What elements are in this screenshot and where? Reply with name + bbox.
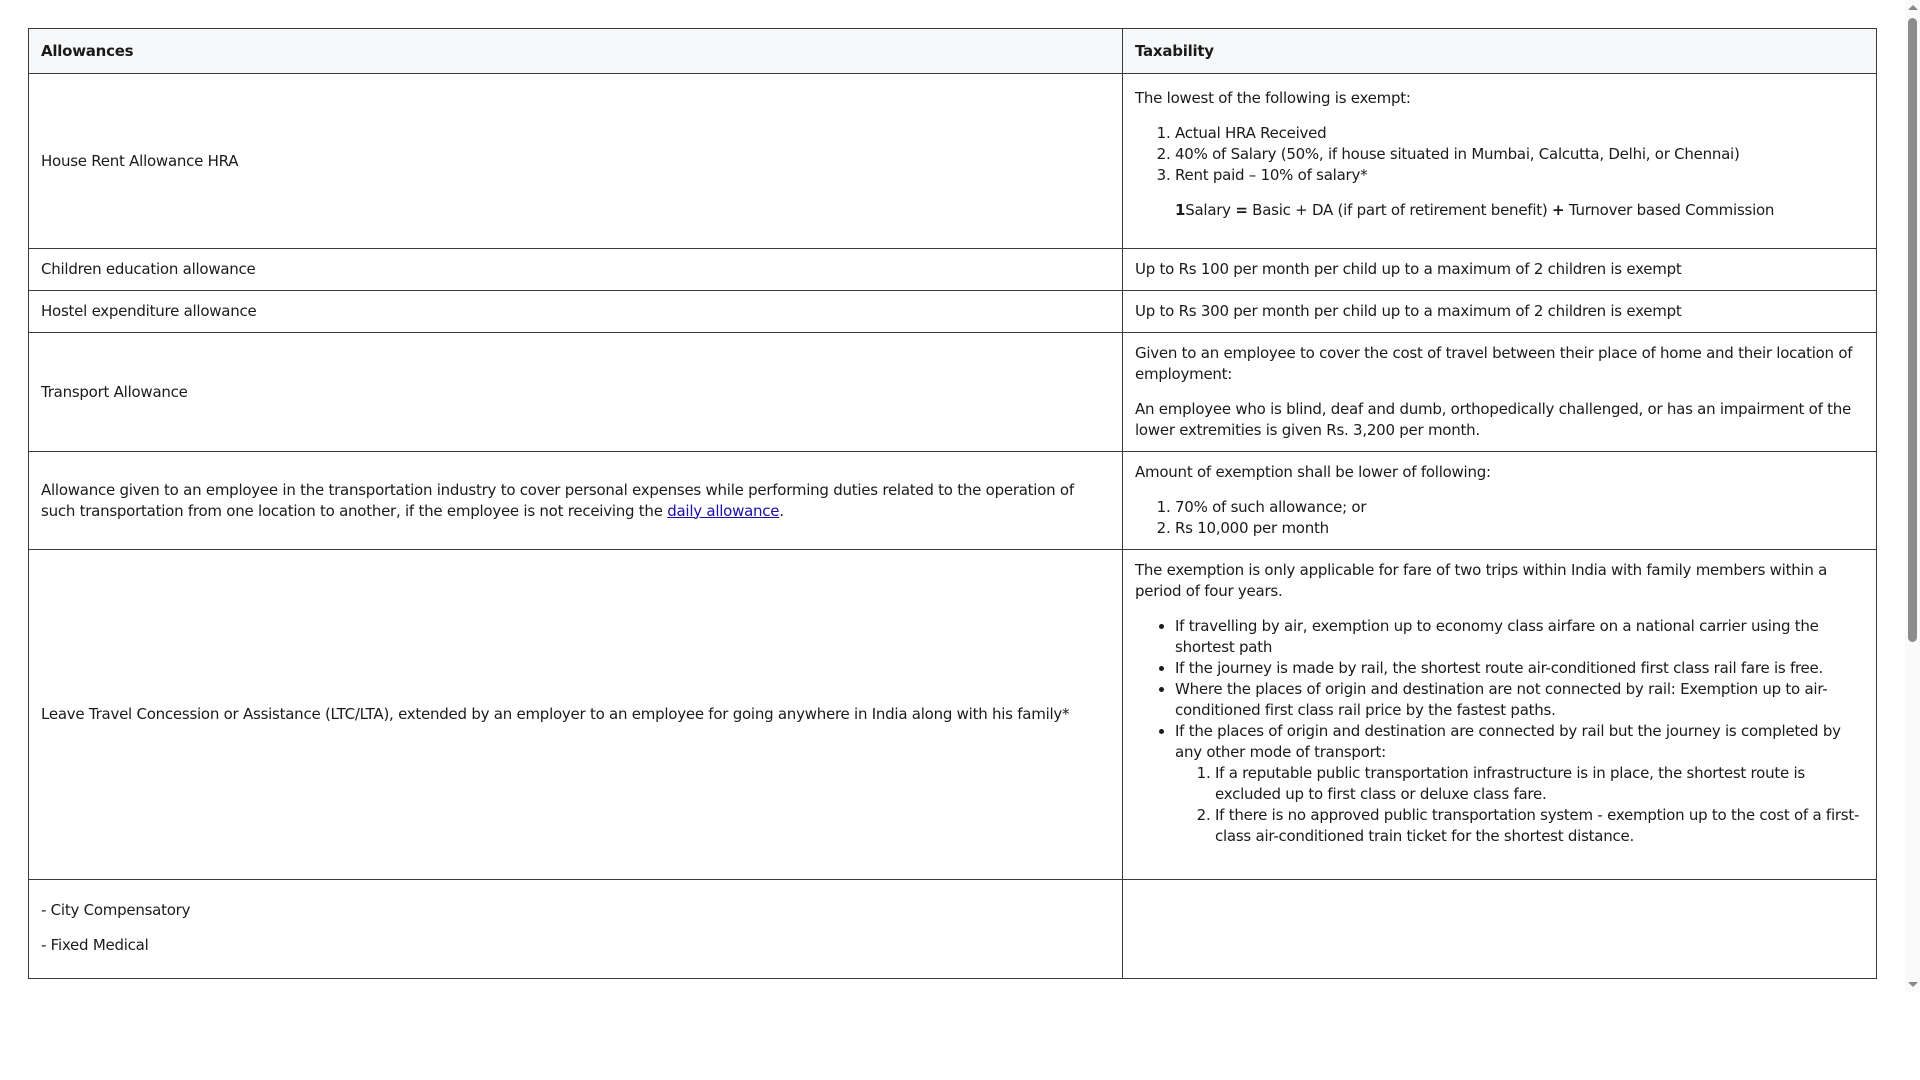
taxability-cell	[1123, 880, 1877, 979]
list-item: 2. Rs 10,000 per month	[1175, 518, 1864, 539]
table-header-row	[29, 29, 1877, 74]
footnote-text: Basic + DA (if part of retirement benefit)	[1247, 200, 1552, 219]
daily-allowance-link[interactable]: daily allowance	[667, 501, 780, 520]
allowance-cell: House Rent Allowance HRA	[29, 74, 1123, 249]
table-row-misc	[29, 880, 1877, 979]
list-item: 1. If a reputable public transportation infrastructure is in place, the shortest route is excluded up to first class or deluxe class fare.	[1215, 763, 1864, 805]
taxability-cell	[1123, 452, 1877, 550]
taxability-cell: Up to Rs 300 per month per child up to a maximum of 2 children is exempt	[1123, 291, 1877, 333]
taxability-cell: Up to Rs 100 per month per child up to a maximum of 2 children is exempt	[1123, 249, 1877, 291]
list-item: 2. If there is no approved public transportation system - exemption up to the cost of a first-class air-conditioned train ticket for the shortest distance.	[1215, 805, 1864, 847]
footnote-text: Salary	[1185, 200, 1236, 219]
allowances-table	[28, 28, 1877, 979]
salary-footnote	[1175, 200, 1864, 221]
table-row-transport	[29, 333, 1877, 452]
transport-industry-intro: Amount of exemption shall be lower of following:	[1135, 463, 1491, 481]
scroll-up-arrow-icon[interactable]	[1908, 5, 1918, 10]
hra-list	[1135, 123, 1864, 186]
table-row-transport-industry	[29, 452, 1877, 550]
table-row-hra	[29, 74, 1877, 249]
table-row-ltc	[29, 550, 1877, 880]
allowance-cell: Hostel expenditure allowance	[29, 291, 1123, 333]
allowance-text: .	[779, 501, 784, 520]
transport-industry-list	[1135, 497, 1864, 539]
header-allowances: Allowances	[29, 29, 1123, 74]
transport-para-1: Given to an employee to cover the cost of travel between their place of home and their location of employment:	[1135, 344, 1853, 383]
ltc-bullets	[1135, 616, 1864, 847]
allowance-cell: Children education allowance	[29, 249, 1123, 291]
list-item: 2. 40% of Salary (50%, if house situated in Mumbai, Calcutta, Delhi, or Chennai)	[1175, 144, 1864, 165]
footnote-text: Turnover based Commission	[1564, 200, 1775, 219]
footnote-marker: 1	[1175, 200, 1186, 219]
ltc-sub-list	[1175, 763, 1864, 847]
footnote-equals: =	[1235, 200, 1248, 219]
list-item: 1. Actual HRA Received	[1175, 123, 1864, 144]
scrollbar-thumb[interactable]	[1908, 18, 1917, 642]
list-item: 3. Rent paid – 10% of salary*	[1175, 165, 1864, 186]
misc-line: - City Compensatory	[41, 901, 191, 919]
scroll-down-arrow-icon[interactable]	[1908, 982, 1918, 987]
list-item-text: If the places of origin and destination are connected by rail but the journey is completed by any other mode of transport:	[1175, 722, 1841, 761]
allowance-cell	[29, 880, 1123, 979]
vertical-scrollbar[interactable]	[1905, 0, 1920, 992]
taxability-cell	[1123, 550, 1877, 880]
list-item: • Where the places of origin and destination are not connected by rail: Exemption up to air-conditioned first class rail price by the fastest paths.	[1175, 679, 1864, 721]
allowance-text: Allowance given to an employee in the transportation industry to cover personal expenses while performing duties related to the operation of such transportation from one location to another, if the employee is not receiving the	[41, 480, 1074, 520]
table-row-children-education	[29, 249, 1877, 291]
ltc-intro: The exemption is only applicable for fare of two trips within India with family members within a period of four years.	[1135, 561, 1828, 600]
misc-line: - Fixed Medical	[41, 936, 149, 954]
allowance-cell	[29, 452, 1123, 550]
hra-intro: The lowest of the following is exempt:	[1135, 88, 1411, 107]
header-taxability: Taxability	[1123, 29, 1877, 74]
allowance-cell: Transport Allowance	[29, 333, 1123, 452]
footnote-plus: +	[1552, 200, 1565, 219]
taxability-cell	[1123, 333, 1877, 452]
allowance-cell: Leave Travel Concession or Assistance (LTC/LTA), extended by an employer to an employee for going anywhere in India along with his family*	[29, 550, 1123, 880]
table-row-hostel	[29, 291, 1877, 333]
list-item: • If the journey is made by rail, the shortest route air-conditioned first class rail fare is free.	[1175, 658, 1864, 679]
list-item	[1175, 721, 1864, 847]
taxability-cell	[1123, 74, 1877, 249]
list-item: • If travelling by air, exemption up to economy class airfare on a national carrier using the shortest path	[1175, 616, 1864, 658]
transport-para-2: An employee who is blind, deaf and dumb, orthopedically challenged, or has an impairment of the lower extremities is given Rs. 3,200 per month.	[1135, 400, 1852, 439]
list-item: 1. 70% of such allowance; or	[1175, 497, 1864, 518]
